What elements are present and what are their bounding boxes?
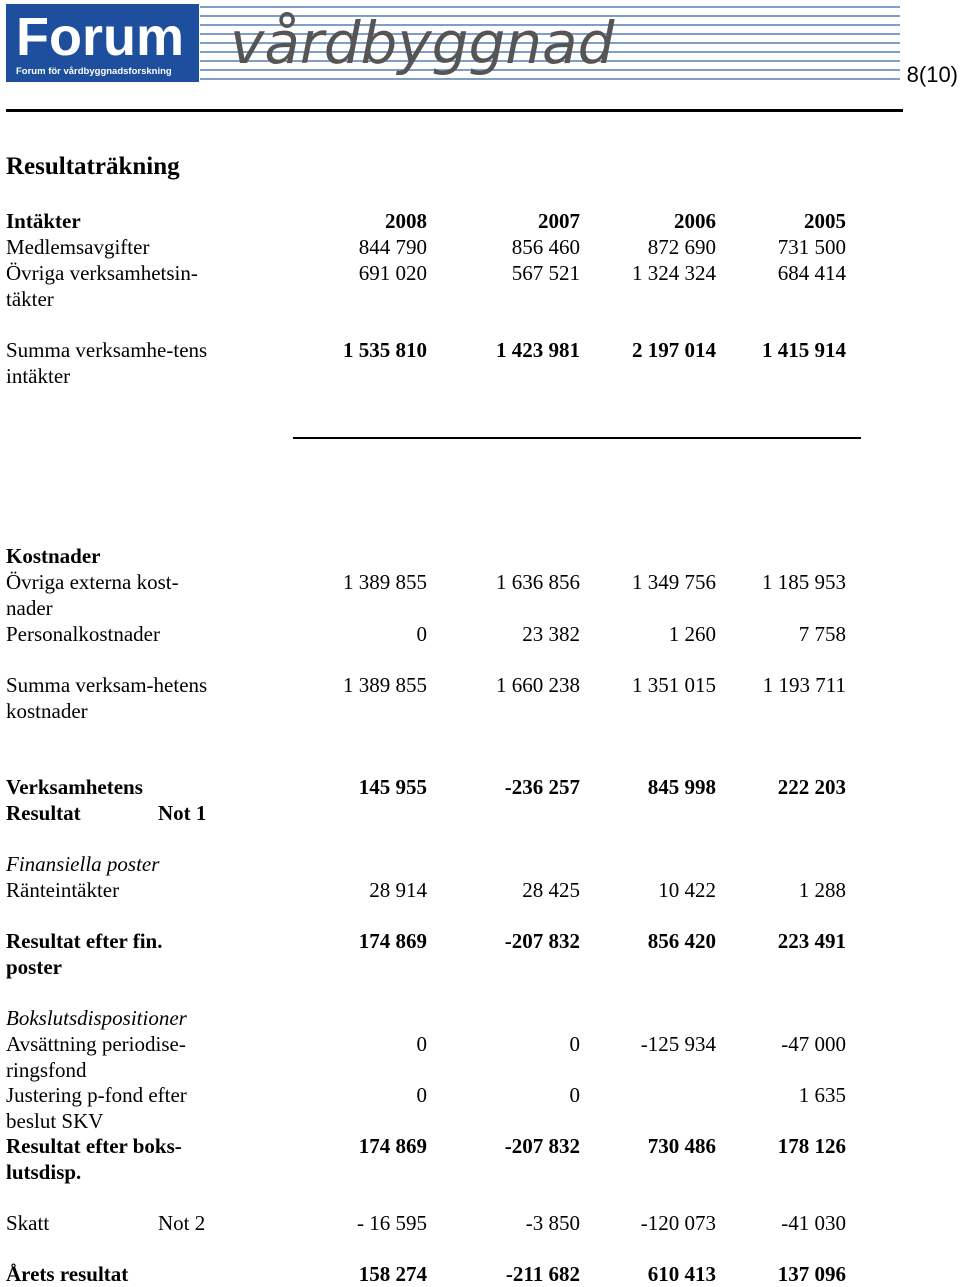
row-label: Medlemsavgifter — [6, 235, 150, 259]
row-label: Summa verksam-hetens kostnader — [6, 673, 208, 723]
page-number: 8(10) — [906, 62, 958, 87]
note-reference: Not 2 — [158, 1211, 206, 1235]
cell-2007: -236 257 — [504, 775, 580, 799]
cell-2005: -47 000 — [781, 1032, 846, 1056]
section-divider — [293, 437, 861, 439]
cell-2007: 23 382 — [522, 622, 580, 646]
row-label: Årets resultat — [6, 1262, 129, 1286]
cell-2007: 1 423 981 — [496, 338, 580, 362]
cell-2005: 1 635 — [798, 1083, 846, 1107]
row-label: Skatt — [6, 1211, 50, 1235]
cell-2007: -207 832 — [504, 1134, 580, 1158]
row-label: Resultat efter fin. poster — [6, 929, 163, 979]
cell-2007: 856 460 — [511, 235, 580, 259]
cell-2005: 731 500 — [777, 235, 846, 259]
row-label: Justering p-fond efter beslut SKV — [6, 1083, 187, 1133]
row-label: Resultat efter boks-lutsdisp. — [6, 1134, 182, 1184]
cell-2008: 691 020 — [358, 261, 427, 285]
cell-2008: 0 — [416, 1083, 427, 1107]
row-label: Övriga verksamhetsin-täkter — [6, 261, 198, 311]
income-heading: Intäkter — [6, 209, 81, 233]
cell-2005: 137 096 — [777, 1262, 846, 1286]
cell-2005: 178 126 — [777, 1134, 846, 1158]
cell-2008: 1 389 855 — [343, 570, 427, 594]
cell-2008: 1 535 810 — [343, 338, 427, 362]
cell-2006: 1 349 756 — [632, 570, 716, 594]
brand-name: vårdbyggnad — [230, 9, 615, 77]
cell-2006: 1 351 015 — [632, 673, 716, 697]
row-label: Verksamhetens — [6, 775, 143, 799]
cell-2008: 1 389 855 — [343, 673, 427, 697]
cell-2005: 684 414 — [777, 261, 846, 285]
cell-2006: 1 260 — [668, 622, 716, 646]
year-2005: 2005 — [804, 209, 846, 233]
page-title: Resultaträkning — [6, 153, 180, 180]
note-reference: Not 1 — [158, 801, 207, 825]
year-2006: 2006 — [674, 209, 716, 233]
appropriations-heading: Bokslutsdispositioner — [6, 1006, 187, 1030]
cell-2007: -207 832 — [504, 929, 580, 953]
forum-logo — [6, 4, 199, 82]
year-2008: 2008 — [385, 209, 427, 233]
cell-2006: 730 486 — [647, 1134, 716, 1158]
cell-2005: 1 288 — [798, 878, 846, 902]
cell-2005: 1 415 914 — [762, 338, 846, 362]
cell-2007: 567 521 — [511, 261, 580, 285]
cell-2008: - 16 595 — [357, 1211, 427, 1235]
cell-2007: -211 682 — [505, 1262, 580, 1286]
cell-2007: 0 — [569, 1083, 580, 1107]
cell-2006: 845 998 — [647, 775, 716, 799]
row-label: Personalkostnader — [6, 622, 160, 646]
cell-2007: 0 — [569, 1032, 580, 1056]
cell-2008: 158 274 — [358, 1262, 427, 1286]
row-label: Summa verksamhe-tens intäkter — [6, 338, 208, 388]
cell-2006: 610 413 — [647, 1262, 716, 1286]
cell-2007: -3 850 — [525, 1211, 580, 1235]
cell-2008: 174 869 — [358, 1134, 427, 1158]
cell-2005: -41 030 — [781, 1211, 846, 1235]
row-label: Resultat — [6, 801, 81, 825]
cell-2006: 872 690 — [647, 235, 716, 259]
cell-2006: -125 934 — [640, 1032, 716, 1056]
cell-2008: 174 869 — [358, 929, 427, 953]
cell-2008: 0 — [416, 622, 427, 646]
costs-heading: Kostnader — [6, 544, 101, 568]
cell-2006: 10 422 — [658, 878, 716, 902]
cell-2006: 1 324 324 — [632, 261, 716, 285]
cell-2008: 145 955 — [358, 775, 427, 799]
cell-2008: 28 914 — [369, 878, 427, 902]
cell-2006: -120 073 — [640, 1211, 716, 1235]
row-label: Övriga externa kost-nader — [6, 570, 179, 620]
logo-subtitle: Forum för vårdbyggnadsforskning — [16, 66, 172, 77]
cell-2006: 2 197 014 — [632, 338, 716, 362]
cell-2005: 7 758 — [798, 622, 846, 646]
cell-2008: 0 — [416, 1032, 427, 1056]
cell-2005: 223 491 — [777, 929, 846, 953]
cell-2007: 1 636 856 — [496, 570, 580, 594]
cell-2008: 844 790 — [358, 235, 427, 259]
cell-2005: 1 185 953 — [762, 570, 846, 594]
cell-2007: 1 660 238 — [496, 673, 580, 697]
logo-word: Forum — [16, 7, 184, 67]
row-label: Avsättning periodise-ringsfond — [6, 1032, 186, 1082]
cell-2005: 1 193 711 — [762, 673, 846, 697]
cell-2005: 222 203 — [777, 775, 846, 799]
header-rule — [6, 109, 903, 112]
row-label: Ränteintäkter — [6, 878, 120, 902]
cell-2007: 28 425 — [522, 878, 580, 902]
year-2007: 2007 — [538, 209, 580, 233]
financial-heading: Finansiella poster — [6, 852, 160, 876]
cell-2006: 856 420 — [647, 929, 716, 953]
